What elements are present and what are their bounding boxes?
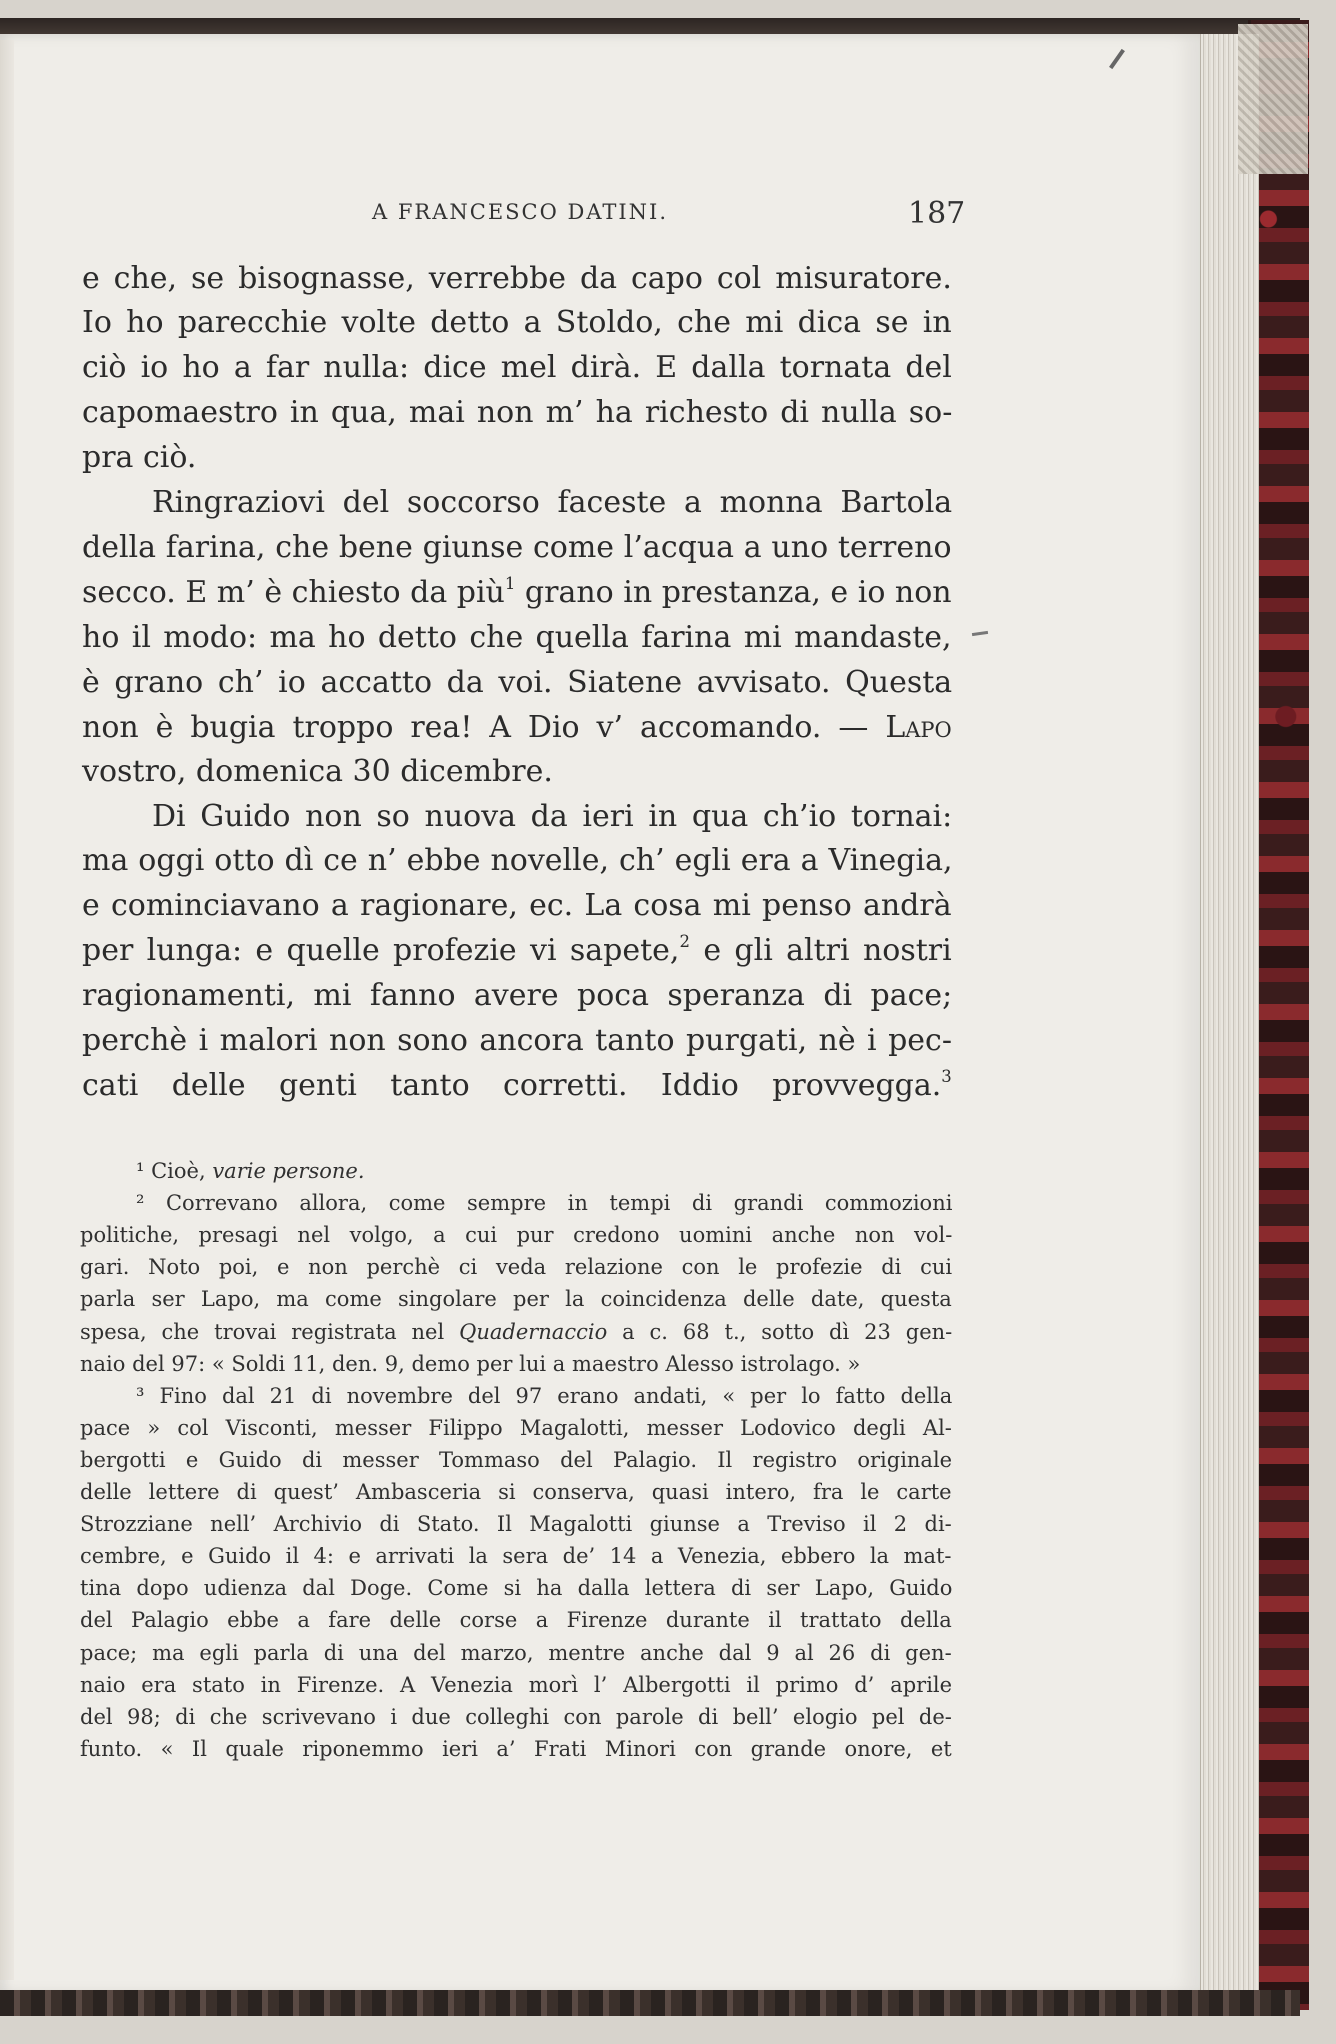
body-line-text: secco. E m’ è chiesto da più (82, 575, 505, 610)
footnote-line-text: pace » col Visconti, messer Filippo Magalotti, messer Lodovico degli Al- (80, 1416, 952, 1440)
previous-page-edge (0, 40, 14, 1980)
body-line-text: cati delle genti tanto corretti. Iddio provvegga. (82, 1068, 942, 1103)
footnote-line-text: ¹ Cioè, (136, 1159, 213, 1183)
footnote-line-text: delle lettere di quest’ Ambasceria si conserva, quasi intero, fra le carte (80, 1480, 952, 1504)
body-line (82, 441, 196, 475)
body-line-text: e che, se bisognasse, verrebbe da capo col misuratore. (82, 261, 952, 296)
body-line-text: ciò io ho a far nulla: dice mel dirà. E dalla tornata del (82, 350, 952, 385)
footnote-line (80, 1511, 952, 1537)
body-line (82, 306, 952, 340)
body-line-text: ho il modo: ma ho detto che quella farina mi mandaste, (82, 620, 952, 655)
footnote-line-italic: varie persone. (212, 1159, 365, 1183)
body-line-text: Ringraziovi del soccorso faceste a monna Bartola (152, 485, 953, 520)
footnote-line-text: del 98; di che scrivevano i due colleghi con parole di bell’ elogio pel de- (80, 1705, 952, 1729)
body-line (82, 621, 952, 655)
body-line-text: capomaestro in qua, mai non m’ ha richesto di nulla so- (82, 395, 953, 430)
body-line (82, 755, 553, 789)
body-line-text: per lunga: e quelle profezie vi sapete, (82, 933, 680, 968)
footnote-line-text: spesa, che trovai registrata nel (80, 1320, 460, 1344)
body-line (82, 396, 952, 430)
body-line-text: è grano ch’ io accatto da voi. Siatene avvisato. Questa (82, 665, 953, 700)
footnote-line (80, 1222, 952, 1248)
footnote-line-text: bergotti e Guido di messer Tommaso del Palagio. Il registro originale (80, 1448, 953, 1472)
body-line-text-after: e gli altri nostri (689, 933, 952, 968)
footnote-line (80, 1319, 952, 1345)
footnote-line (80, 1286, 952, 1312)
running-head: A FRANCESCO DATINI. (372, 200, 669, 224)
body-line (82, 1069, 952, 1103)
body-line (82, 934, 952, 968)
body-line-text: ragionamenti, mi fanno avere poca speranza di pace; (82, 978, 953, 1013)
footnote-line (80, 1479, 952, 1505)
footnote-line (80, 1736, 952, 1762)
body-line (152, 486, 952, 520)
body-line (82, 711, 952, 745)
footnote-line (80, 1543, 952, 1569)
body-line (82, 1024, 952, 1058)
footnote-line-text: politiche, presagi nel volgo, a cui pur credono uomini anche non vol- (80, 1223, 953, 1247)
body-line-text: perchè i malori non sono ancora tanto purgati, nè i pec- (82, 1023, 952, 1058)
signature-lapo: Lapo (885, 710, 952, 745)
footnote-line-text: ² Correvano allora, come sempre in tempi di grandi commozioni (136, 1191, 953, 1215)
body-line-text: non è bugia troppo rea! A Dio v’ accomando. — (82, 710, 886, 745)
footnote-line-text: Strozziane nell’ Archivio di Stato. Il Magalotti giunse a Treviso il 2 di- (80, 1512, 952, 1536)
footnote-line-italic: Quadernaccio (459, 1320, 608, 1344)
footnote-line-text: del Palagio ebbe a fare delle corse a Firenze durante il trattato della (80, 1608, 952, 1632)
footnote-line (136, 1190, 952, 1216)
cover-bottom-edge (0, 1990, 1300, 2016)
body-line-text: Di Guido non so nuova da ieri in qua ch’io tornai: (152, 799, 953, 834)
footnote-line (136, 1158, 365, 1184)
footnote-line-text: gari. Noto poi, e non perchè ci veda relazione con le profezie di cui (80, 1255, 953, 1279)
footnote-line (80, 1704, 952, 1730)
footnote-ref: 3 (941, 1067, 952, 1087)
page-number: 187 (908, 196, 966, 231)
body-line-text: della farina, che bene giunse come l’acqua a uno terreno (82, 530, 952, 565)
body-line (82, 576, 952, 610)
body-line-text: vostro, domenica 30 dicembre. (82, 754, 553, 789)
body-line (82, 666, 952, 700)
footnote-line (80, 1640, 952, 1666)
body-line-text: Io ho parecchie volte detto a Stoldo, che mi dica se in (82, 305, 952, 340)
body-line-text: pra ciò. (82, 440, 197, 475)
body-line-text: e cominciavano a ragionare, ec. La cosa mi penso andrà (82, 888, 952, 923)
footnote-line-text: naio del 97: « Soldi 11, den. 9, demo per lui a maestro Alesso istrolago. » (80, 1352, 861, 1376)
body-line (82, 889, 952, 923)
footnote-line (80, 1672, 952, 1698)
body-line-text: ma oggi otto dì ce n’ ebbe novelle, ch’ egli era a Vinegia, (82, 843, 953, 878)
footnote-line-text-after: a c. 68 t., sotto dì 23 gen- (607, 1320, 953, 1344)
footnote-ref: 1 (504, 574, 516, 594)
body-line (82, 351, 952, 385)
footnote-line-text: ³ Fino dal 21 di novembre del 97 erano andati, « per lo fatto della (136, 1384, 953, 1408)
body-line (82, 531, 952, 565)
footnote-line (80, 1607, 952, 1633)
footnote-ref: 2 (679, 932, 690, 952)
body-line (82, 262, 952, 296)
footnote-line-text: pace; ma egli parla di una del marzo, mentre anche dal 9 al 26 di gen- (80, 1641, 952, 1665)
footnote-line (80, 1351, 860, 1377)
footnote-line (136, 1383, 952, 1409)
body-line (82, 844, 953, 878)
footnote-line-text: tina dopo udienza dal Doge. Come si ha dalla lettera di ser Lapo, Guido (80, 1576, 953, 1600)
footnote-line (80, 1415, 952, 1441)
footnote-line-text: parla ser Lapo, ma come singolare per la coincidenza delle date, questa (80, 1287, 952, 1311)
footnote-line-text: funto. « Il quale riponemmo ieri a’ Frati Minori con grande onore, et (80, 1737, 952, 1761)
footnote-line-text: cembre, e Guido il 4: e arrivati la sera de’ 14 a Venezia, ebbero la mat- (80, 1544, 952, 1568)
footnote-line (80, 1575, 952, 1601)
footnote-line (80, 1254, 952, 1280)
body-line-text-after: grano in prestanza, e io non (515, 575, 952, 610)
body-line (82, 979, 952, 1013)
body-line (152, 800, 952, 834)
headband (1238, 24, 1308, 174)
footnote-line (80, 1447, 952, 1473)
page-edges (1200, 34, 1259, 1994)
footnote-line-text: naio era stato in Firenze. A Venezia morì l’ Albergotti il primo d’ aprile (80, 1673, 953, 1697)
